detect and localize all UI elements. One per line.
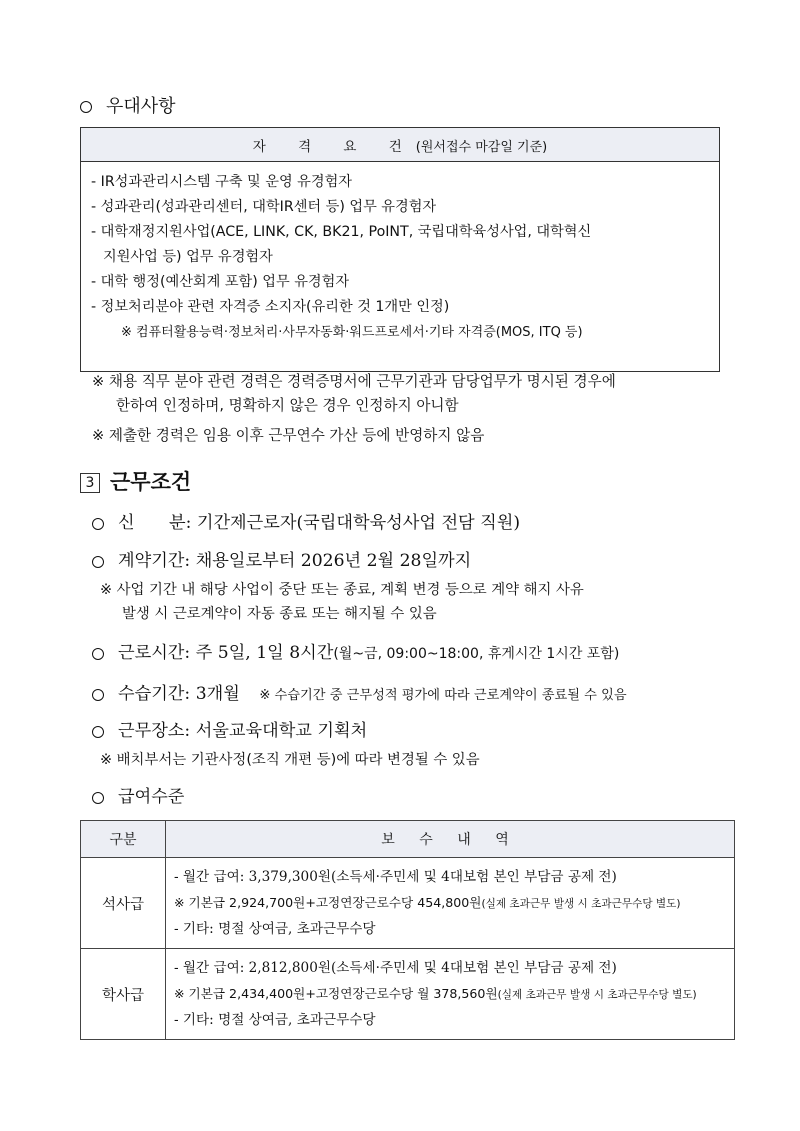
- career-note-1: ※ 채용 직무 분야 관련 경력은 경력증명서에 근무기관과 담당업무가 명시된 경우에: [92, 373, 616, 390]
- list-item: - 대학재정지원사업(ACE, LINK, CK, BK21, PoINT, 국립대학육성사업, 대학혁신: [91, 224, 592, 240]
- preferred-heading: 우대사항: [80, 92, 176, 118]
- bullet-circle-icon: [92, 726, 104, 738]
- table-header-row: [81, 821, 735, 858]
- list-item: ※ 컴퓨터활용능력·정보처리·사무자동화·워드프로세서·기타 자격증(MOS, ITQ 등): [121, 325, 583, 340]
- list-item: 지원사업 등) 업무 유경험자: [103, 249, 273, 265]
- contract-item: 계약기간: 채용일로부터 2026년 2월 28일까지: [92, 546, 471, 571]
- section-number-box: 3: [80, 473, 100, 493]
- list-item: - 정보처리분야 관련 자격증 소지자(유리한 것 1개만 인정): [91, 299, 450, 315]
- preferred-table-body: [81, 162, 720, 372]
- section-3-title: 3 근무조건: [80, 466, 191, 496]
- header-detail: 보 수 내 역: [166, 821, 735, 858]
- preferred-table-header: 자 격 요 건(원서접수 마감일 기준): [81, 128, 720, 162]
- probation-item: 수습기간: 3개월 ※ 수습기간 중 근무성적 평가에 따라 근로계약이 종료될 수 있음: [92, 679, 627, 704]
- bullet-circle-icon: [92, 556, 104, 568]
- contract-note-1: ※ 사업 기간 내 해당 사업이 중단 또는 종료, 계획 변경 등으로 계약 해지 사유: [100, 582, 584, 598]
- contract-note-2: 발생 시 근로계약이 자동 종료 또는 해지될 수 있음: [122, 606, 437, 622]
- row-category: 학사급: [81, 949, 166, 1040]
- table-row: [81, 949, 735, 1040]
- place-item: 근무장소: 서울교육대학교 기획처: [92, 716, 367, 741]
- list-item: - 대학 행정(예산회계 포함) 업무 유경험자: [91, 274, 350, 290]
- bullet-circle-icon: [92, 648, 104, 660]
- bullet-circle-icon: [92, 792, 104, 804]
- list-item: - 성과관리(성과관리센터, 대학IR센터 등) 업무 유경험자: [91, 199, 437, 215]
- bullet-circle-icon: [92, 518, 104, 530]
- career-note-3: ※ 제출한 경력은 임용 이후 근무연수 가산 등에 반영하지 않음: [92, 427, 485, 444]
- hours-item: 근로시간: 주 5일, 1일 8시간(월~금, 09:00~18:00, 휴게시간 1시간 포함): [92, 638, 619, 663]
- bullet-circle-icon: [80, 101, 92, 113]
- preferred-qualifications-table: [80, 127, 720, 372]
- row-detail: - 월간 급여: 2,812,800원(소득세·주민세 및 4대보험 본인 부담금 공제 전) ※ 기본급 2,434,400원+고정연장근로수당 월 378,560원(실제 초과근무 발생 시 초과근무수당 별도) - 기타: 명절 상여금, 초과근무수당: [166, 949, 735, 1040]
- salary-table: [80, 820, 735, 1040]
- bullet-circle-icon: [92, 689, 104, 701]
- place-note: ※ 배치부서는 기관사정(조직 개편 등)에 따라 변경될 수 있음: [100, 752, 480, 768]
- row-detail: - 월간 급여: 3,379,300원(소득세·주민세 및 4대보험 본인 부담금 공제 전) ※ 기본급 2,924,700원+고정연장근로수당 454,800원(실제 초과근무 발생 시 초과근무수당 별도) - 기타: 명절 상여금, 초과근무수당: [166, 858, 735, 949]
- salary-heading: 급여수준: [92, 782, 184, 807]
- list-item: - IR성과관리시스템 구축 및 운영 유경험자: [91, 174, 352, 190]
- table-row: [81, 858, 735, 949]
- status-item: 신 분: 기간제근로자(국립대학육성사업 전담 직원): [92, 508, 520, 533]
- row-category: 석사급: [81, 858, 166, 949]
- career-note-2: 한하여 인정하며, 명확하지 않은 경우 인정하지 아니함: [116, 397, 459, 414]
- header-category: 구분: [81, 821, 166, 858]
